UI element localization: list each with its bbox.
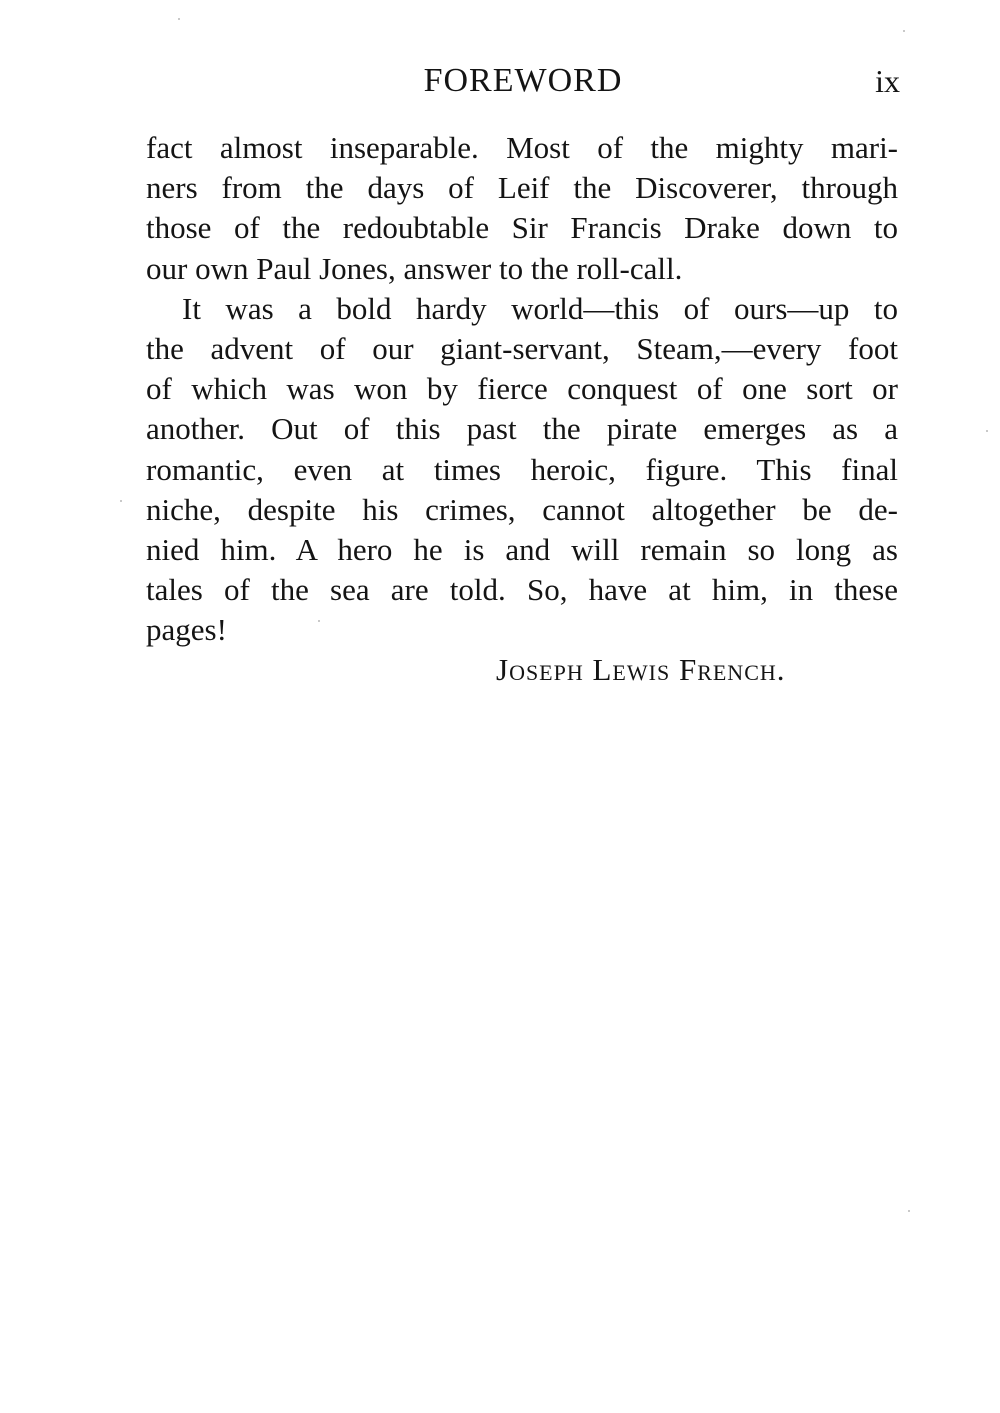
scan-speck [120, 500, 122, 502]
scan-speck [318, 620, 320, 622]
text-line: our own Paul Jones, answer to the roll-call. [146, 250, 683, 286]
page-number: ix [875, 63, 900, 99]
text-line: pages! [146, 612, 227, 648]
body-text [146, 128, 898, 650]
scan-speck [903, 30, 905, 32]
paragraph-1 [146, 128, 898, 289]
running-head [146, 58, 900, 104]
text-line: nied him. A hero he is and will remain so long as [146, 531, 898, 567]
text-line: the advent of our giant-servant, Steam,—every foot [146, 330, 898, 366]
running-title: FOREWORD [423, 62, 623, 99]
text-line: niche, despite his crimes, cannot altogether be de- [146, 491, 898, 527]
author-signature: Joseph Lewis French. [496, 652, 786, 687]
scan-speck [986, 430, 988, 432]
text-line: another. Out of this past the pirate emerges as a [146, 411, 898, 447]
text-line: those of the redoubtable Sir Francis Drake down to [146, 210, 898, 246]
scan-speck [178, 18, 180, 20]
text-line: ners from the days of Leif the Discoverer, through [146, 170, 898, 206]
text-line: It was a bold hardy world—this of ours—up to [182, 290, 898, 326]
text-line: romantic, even at times heroic, figure. This final [146, 451, 898, 487]
scan-speck [908, 1210, 910, 1212]
text-line: tales of the sea are told. So, have at him, in these [146, 572, 898, 608]
text-line: of which was won by fierce conquest of one sort or [146, 371, 898, 407]
text-line: fact almost inseparable. Most of the mighty mari- [146, 130, 898, 165]
paragraph-2 [146, 289, 898, 651]
